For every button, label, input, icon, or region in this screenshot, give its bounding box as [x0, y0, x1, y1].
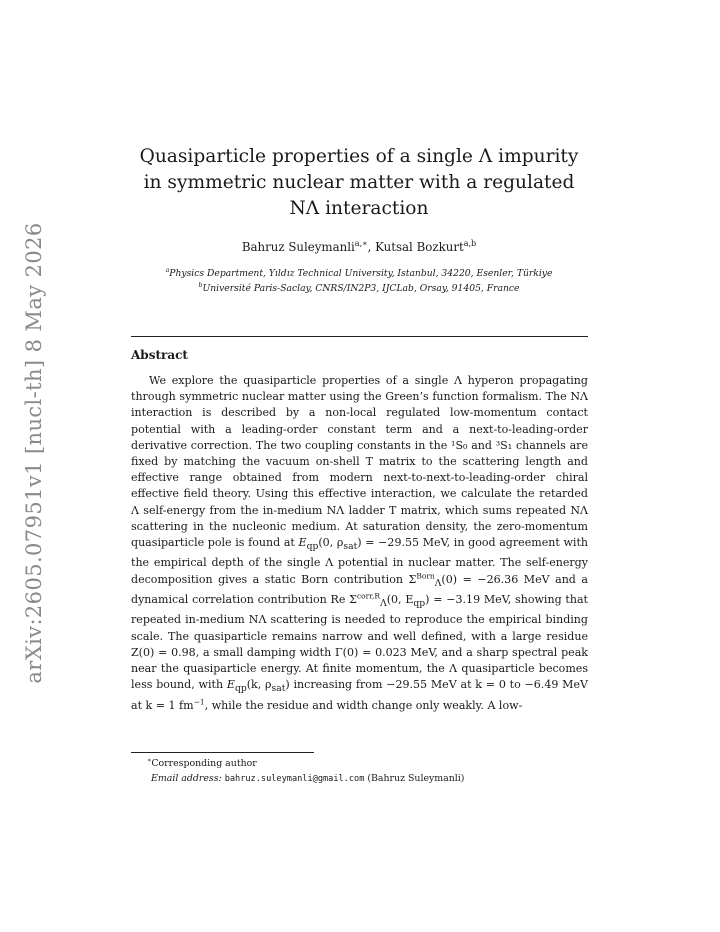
abstract-heading: Abstract — [131, 348, 188, 362]
corresponding-author-note: ∗Corresponding author — [147, 755, 257, 769]
author-name: Bahruz Suleymanli — [241, 240, 355, 254]
arxiv-identifier-sidebar — [16, 222, 52, 684]
affiliation-a: $^a$Physics Department, Yıldız Technical University, Istanbul, 34220, Esenler, Türkiye — [165, 266, 553, 279]
footnote-divider — [131, 752, 314, 753]
abstract-body: We explore the quasiparticle properties of a single Λ hyperon propagating through symmetric nuclear matter using the Green’s function formalism. The NΛ interaction is described by a non-local regulated low-momentum contact potential with a leading-order constant term and a next-to-leading-order derivative correction. The two coupling constants in the ¹S₀ and ³S₁ channels are fixed by matching the vacuum on-shell T matrix to the scattering length and effective range obtained from modern next-to-next-to-leading-order chiral effective field theory. Using this effective interaction, we calculate the retarded Λ self-energy from the in-medium NΛ ladder T matrix, which sums repeated NΛ scattering in the nucleonic medium. At saturation density, the zero-momentum quasiparticle pole is found at $E_{qp}(0$, $\rho_{sat}) = -29.55$ MeV, in good agreement with the empirical depth of the single Λ potential in nuclear matter. The self-energy decomposition gives a static Born contribution $\Sigma^{Born}_\Lambda(0) = -26.36$ MeV and a dynamical correlation contribution Re $\Sigma^{corr,R}_\Lambda(0$, $E_{qp}) = -3.19$ MeV, showing that repeated in-medium NΛ scattering is needed to reproduce the empirical binding scale. The quasiparticle remains narrow and well defined, with a large residue Z(0) = 0.98, a small damping width Γ(0) = 0.023 MeV, and a sharp spectral peak near the quasiparticle energy. At finite momentum, the Λ quasiparticle becomes less bound, with $E_{qp}(k$, $\rho_{sat}$) increasing from −29.55 MeV at k = 0 to −6.49 MeV at k = 1 $fm^{-1}$, while the residue and width change only weakly. A low- — [131, 374, 589, 712]
paper-title: Quasiparticle properties of a single Λ impurity in symmetric nuclear matter with a regulated NΛ interaction — [139, 146, 579, 219]
author-affil-mark: a,b — [463, 239, 477, 249]
email-address[interactable]: bahruz.suleymanli@gmail.com — [224, 773, 365, 784]
affiliation-b: $^b$Université Paris-Saclay, CNRS/IN2P3, IJCLab, Orsay, 91405, France — [198, 281, 520, 294]
email-line: Email address: bahruz.suleymanli@gmail.com (Bahruz Suleymanli) — [151, 772, 465, 784]
footnote — [147, 757, 587, 786]
author-list: Bahruz Suleymanli$^{a,∗}$, Kutsal Bozkurt$^{a,b}$ — [241, 239, 477, 254]
author-affil-mark: a,∗ — [354, 239, 368, 249]
affiliations — [130, 266, 588, 296]
author-name: Kutsal Bozkurt — [375, 240, 464, 254]
arxiv-id-text: arXiv:2605.07951v1 [nucl-th] 8 May 2026 — [22, 222, 46, 684]
header-divider — [131, 336, 588, 337]
